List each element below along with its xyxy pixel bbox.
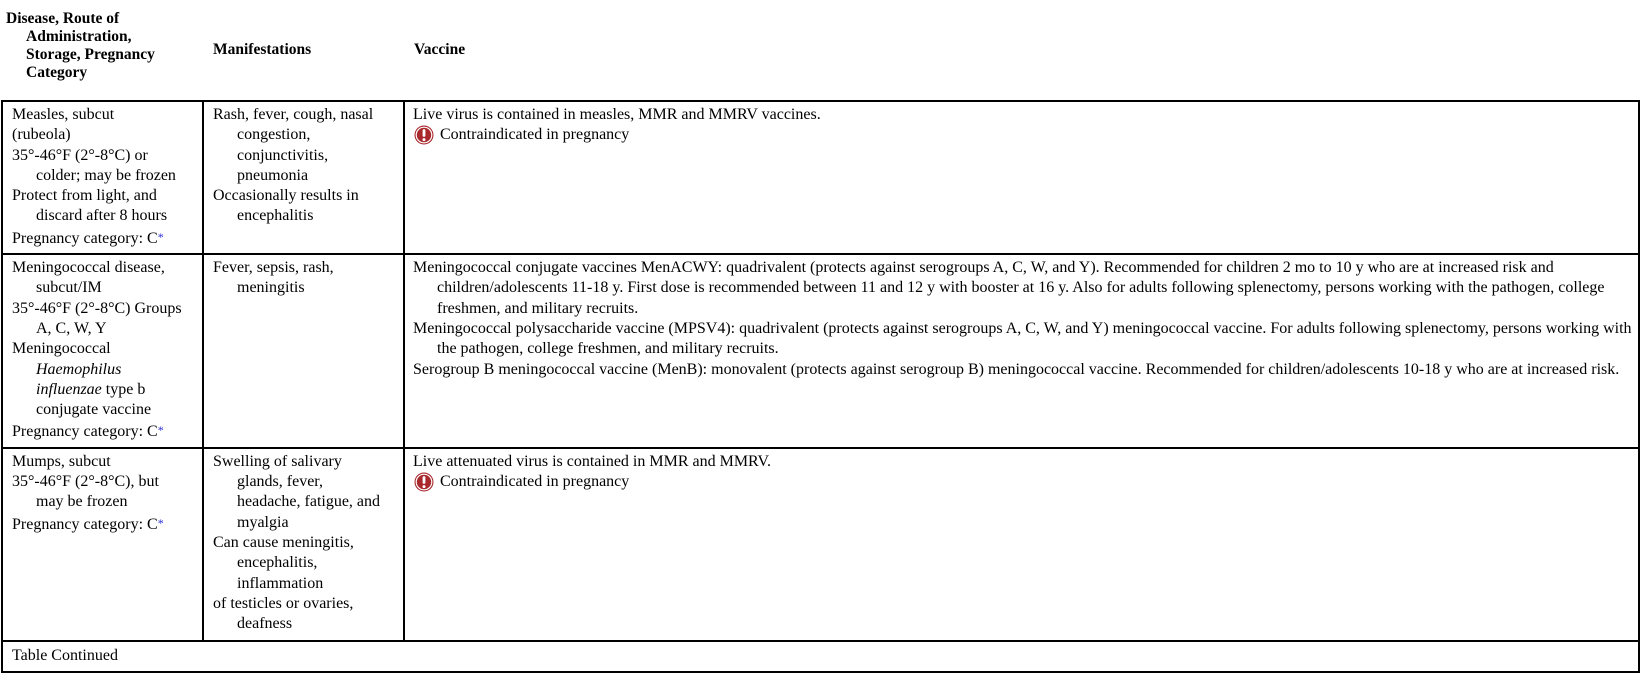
manifestation-line: meningitis [237,279,305,297]
header-disease-line: Storage, Pregnancy [26,46,155,63]
manifestation-line: of testicles or ovaries, [213,594,354,612]
pregnancy-label: Pregnancy category: C [12,229,158,247]
storage-text-cont: A, C, W, Y [36,319,107,337]
vaccine-table [1,0,1640,673]
pregnancy-asterisk[interactable]: * [157,515,164,530]
disease-cell [2,448,203,641]
header-vaccine: Vaccine [404,0,1639,101]
pregnancy-asterisk[interactable]: * [157,423,164,438]
storage-text: 35°-46°F (2°-8°C), but [12,473,159,491]
table-footer-row [2,641,1639,672]
vaccine-conj: conjugate vaccine [36,401,152,419]
manifestation-line: Fever, sepsis, rash, [213,259,334,277]
manifestation-line: congestion, [237,126,311,144]
warning-text: Contraindicated in pregnancy [440,473,630,491]
manifestation-line: encephalitis [237,207,314,225]
pregnancy-category [12,227,194,249]
pregnancy-label: Pregnancy category: C [12,515,158,533]
manifestation-line: Occasionally results in [213,187,359,205]
vaccine-type-text: type b [105,380,146,398]
storage-text: 35°-46°F (2°-8°C) Groups [12,299,182,317]
disease-name: Mumps, subcut [12,452,111,470]
vaccine-name-line [12,380,194,400]
vaccine-name-italic-text: Haemophilus [36,360,122,378]
protect-text: Protect from light, and [12,187,157,205]
disease-name-cont: subcut/IM [36,279,102,297]
table-continued[interactable]: Table Continued [2,641,1639,672]
manifestation-line: Swelling of salivary [213,452,342,470]
header-disease-line: Disease, Route of [6,10,120,27]
pregnancy-label: Pregnancy category: C [12,423,158,441]
protect-text-cont: discard after 8 hours [36,207,168,225]
manifestation-line: glands, fever, [237,473,323,491]
manifestation-line: deafness [237,615,293,633]
warning-text: Contraindicated in pregnancy [440,126,630,144]
vaccine-cell [404,448,1639,641]
disease-name: Measles, subcut [12,106,115,123]
table-row [2,448,1639,641]
manifestation-line: Can cause meningitis, [213,533,354,551]
vaccine-text: Live attenuated virus is contained in MMR and MMRV. [413,452,771,470]
vaccine-name-italic-text: influenzae [36,380,102,398]
pregnancy-category [12,513,194,535]
pregnancy-warning [413,125,1632,145]
storage-text-cont: colder; may be frozen [36,166,176,184]
vaccine-name-italic [12,360,194,380]
manifestation-line: headache, fatigue, and [237,493,381,511]
manifestation-line: pneumonia [237,166,309,184]
manifestations-cell [203,448,404,641]
table-row [2,101,1639,254]
manifestation-line: Rash, fever, cough, nasal [213,106,374,123]
vaccine-paragraph: Meningococcal conjugate vaccines MenACWY: quadrivalent (protects against serogroups A, C, W, and Y). Recommended for children 2 mo to 10 y who are at increased risk and children/adolescents 11-18 y. First dose is recommended between 11 and 12 y with booster at 16 y. Also for adults following splenectomy, persons working with the pathogen, college freshmen, and military recruits. [413,259,1605,317]
manifestations-cell [203,254,404,448]
header-disease [2,0,203,101]
vaccine-paragraph: Meningococcal polysaccharide vaccine (MPSV4): quadrivalent (protects against serogroups A, C, W, and Y) meningococcal vaccine. For adults following splenectomy, persons working with the pathogen, college freshmen, and military recruits. [413,319,1632,358]
manifestations-cell [203,101,404,254]
disease-cell [2,101,203,254]
disease-cell [2,254,203,448]
manifestation-line: conjunctivitis, [237,146,329,164]
disease-name-cont: (rubeola) [12,126,71,144]
pregnancy-asterisk[interactable]: * [157,229,164,244]
header-disease-line: Administration, [26,28,132,45]
vaccine-cell [404,101,1639,254]
manifestation-line: myalgia [237,513,289,531]
manifestation-line: inflammation [237,574,324,592]
pregnancy-warning [413,472,1632,492]
exclamation-circle-icon [414,125,434,145]
storage-text: 35°-46°F (2°-8°C) or [12,146,148,164]
vaccine-text: Live virus is contained in measles, MMR and MMRV vaccines. [413,106,821,123]
table-row [2,254,1639,448]
header-manifestations: Manifestations [203,0,404,101]
vaccine-paragraph: Serogroup B meningococcal vaccine (MenB): monovalent (protects against serogroup B) meningococcal vaccine. Recommended for children/adolescents 10-18 y who are at increased risk. [413,360,1620,378]
table-header-row [2,0,1639,101]
header-disease-line: Category [26,64,88,81]
disease-name: Meningococcal disease, [12,259,165,277]
manifestation-line: encephalitis, [237,554,318,572]
vaccine-name: Meningococcal [12,340,111,358]
pregnancy-category [12,420,194,442]
vaccine-cell [404,254,1639,448]
exclamation-circle-icon [414,472,434,492]
storage-text-cont: may be frozen [36,493,128,511]
